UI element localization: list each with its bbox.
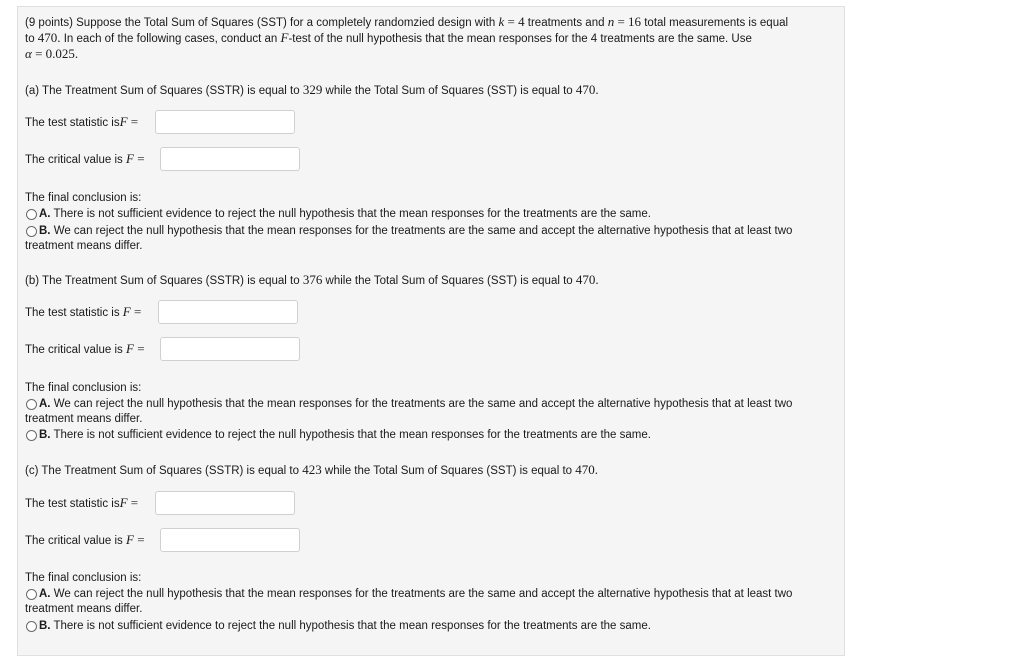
part-b-test-statistic-label: The test statistic is F =: [25, 304, 142, 319]
part-c-test-statistic-label: The test statistic isF =: [25, 495, 139, 510]
part-c-critical-value-input[interactable]: [160, 528, 300, 552]
part-c-option-b[interactable]: B. There is not sufficient evidence to reject the null hypothesis that the mean responses for the treatments are the same.: [26, 619, 651, 634]
part-b-option-b[interactable]: B. There is not sufficient evidence to reject the null hypothesis that the mean responses for the treatments are the same.: [26, 428, 651, 443]
radio-button[interactable]: [26, 209, 37, 220]
part-b-option-a-continued: treatment means differ.: [25, 413, 143, 425]
question-intro-line-1: (9 points) Suppose the Total Sum of Squares (SST) for a completely randomzied design with k = 4 treatments and n = 16 total measurements is equal: [25, 14, 789, 29]
part-b-test-statistic-input[interactable]: [158, 300, 298, 324]
part-c-test-statistic-input[interactable]: [155, 491, 295, 515]
part-c-heading: (c) The Treatment Sum of Squares (SSTR) is equal to 423 while the Total Sum of Squares (SST) is equal to 470.: [25, 462, 598, 477]
radio-button[interactable]: [26, 226, 37, 237]
question-intro-line-2: to 470. In each of the following cases, conduct an F-test of the null hypothesis that the mean responses for the 4 treatments are the same. Use: [25, 30, 752, 45]
alpha-value: α = 0.025.: [25, 46, 79, 61]
part-c-option-a[interactable]: A. We can reject the null hypothesis that the mean responses for the treatments are the same and accept the alternative hypothesis that at least two: [26, 587, 792, 602]
part-a-option-b-continued: treatment means differ.: [25, 240, 143, 252]
part-b-final-conclusion-label: The final conclusion is:: [25, 382, 142, 394]
part-b-heading: (b) The Treatment Sum of Squares (SSTR) is equal to 376 while the Total Sum of Squares (SST) is equal to 470.: [25, 272, 599, 287]
part-b-critical-value-label: The critical value is F =: [25, 341, 145, 356]
part-c-option-a-continued: treatment means differ.: [25, 603, 143, 615]
radio-button[interactable]: [26, 430, 37, 441]
part-c-final-conclusion-label: The final conclusion is:: [25, 572, 142, 584]
radio-button[interactable]: [26, 621, 37, 632]
part-a-critical-value-input[interactable]: [160, 147, 300, 171]
part-a-test-statistic-input[interactable]: [155, 110, 295, 134]
question-panel: [17, 6, 845, 656]
part-a-option-b[interactable]: B. We can reject the null hypothesis that the mean responses for the treatments are the same and accept the alternative hypothesis that at least two: [26, 224, 792, 239]
part-a-final-conclusion-label: The final conclusion is:: [25, 192, 142, 204]
part-a-heading: (a) The Treatment Sum of Squares (SSTR) is equal to 329 while the Total Sum of Squares (SST) is equal to 470.: [25, 82, 599, 97]
part-a-option-a[interactable]: A. There is not sufficient evidence to reject the null hypothesis that the mean responses for the treatments are the same.: [26, 207, 651, 222]
part-a-critical-value-label: The critical value is F =: [25, 151, 145, 166]
part-a-test-statistic-label: The test statistic isF =: [25, 114, 139, 129]
radio-button[interactable]: [26, 589, 37, 600]
radio-button[interactable]: [26, 399, 37, 410]
part-b-option-a[interactable]: A. We can reject the null hypothesis that the mean responses for the treatments are the same and accept the alternative hypothesis that at least two: [26, 397, 792, 412]
part-b-critical-value-input[interactable]: [160, 337, 300, 361]
part-c-critical-value-label: The critical value is F =: [25, 532, 145, 547]
